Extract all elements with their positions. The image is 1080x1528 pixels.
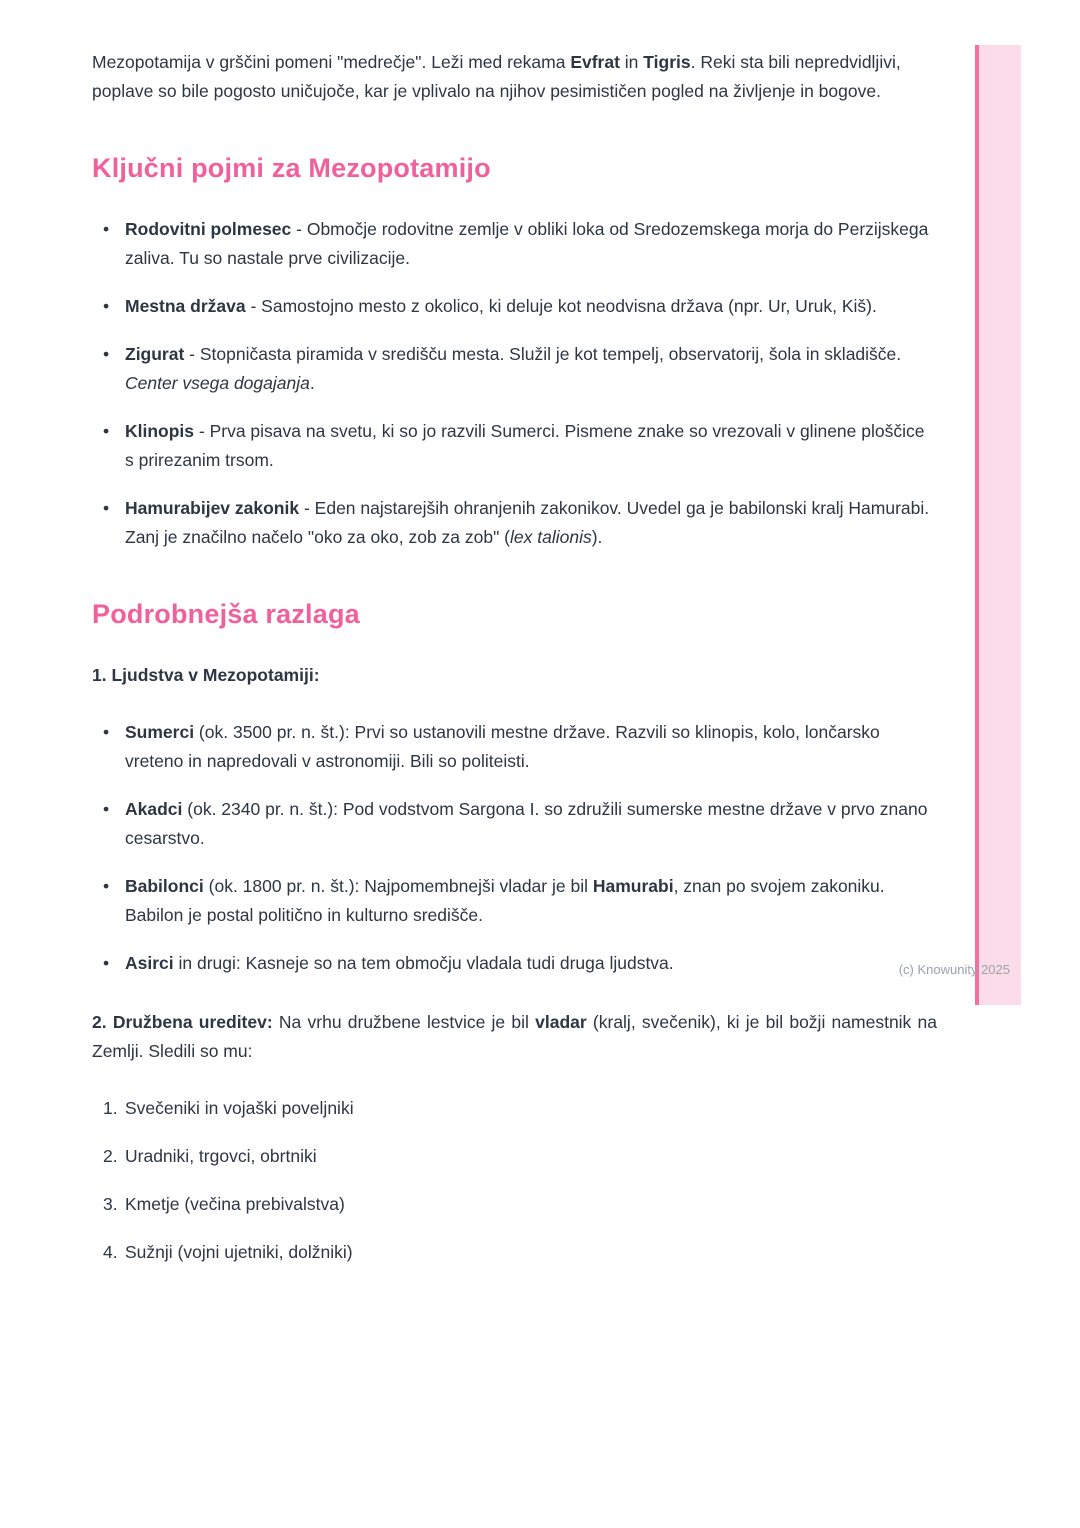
bullet-list [92,718,937,978]
bold-text: Sumerci [125,722,195,742]
bold-text: Mestna država [125,296,246,316]
bold-text: 2. Družbena ureditev: [92,1012,273,1032]
text-run: (kralj, svečenik), ki je bil božji namestnik na Zemlji. Sledili so mu: [92,1012,937,1061]
list-number: 2. [103,1146,118,1166]
bullet-list [92,215,937,552]
bold-text: Zigurat [125,344,185,364]
text-run: Svečeniki in vojaški poveljniki [125,1098,354,1118]
document-content [92,48,937,1297]
bold-text: Tigris [643,52,691,72]
list-number: 3. [103,1194,118,1214]
paragraph [92,661,937,690]
section-heading: Podrobnejša razlaga [92,599,360,629]
text-run: . Reki sta bili nepredvidljivi, poplave so bile pogosto uničujoče, kar je vplivalo na njihov pesimističen pogled na življenje in bogove. [92,52,901,101]
bold-text: vladar [535,1012,587,1032]
list-item [92,417,937,475]
bold-text: Hamurabi [592,876,674,896]
list-item [92,718,937,776]
bold-text: Akadci [125,799,183,819]
text-run: Sužnji (vojni ujetniki, dolžniki) [125,1242,353,1262]
paragraph [92,48,937,106]
text-run: - Območje rodovitne zemlje v obliki loka od Sredozemskega morja do Perzijskega zaliva. Tu so nastale prve civilizacije. [125,219,929,268]
list-item [92,340,937,398]
bold-text: Hamurabijev zakonik [125,498,300,518]
bold-text: Rodovitni polmesec [125,219,292,239]
text-run: Uradniki, trgovci, obrtniki [125,1146,317,1166]
text-run: - Samostojno mesto z okolico, ki deluje kot neodvisna država (npr. Ur, Uruk, Kiš). [245,296,877,316]
list-item [92,795,937,853]
bold-text: Klinopis [125,421,195,441]
list-item [92,494,937,552]
list-item [92,215,937,273]
bold-text: 1. Ljudstva v Mezopotamiji: [92,665,320,685]
paragraph [92,1008,937,1066]
text-run: - Prva pisava na svetu, ki so jo razvili Sumerci. Pismene znake so vrezovali v glinene ploščice s prirezanim trsom. [125,421,925,470]
list-number: 4. [103,1242,118,1262]
text-run: , znan po svojem zakoniku. Babilon je postal politično in kulturno središče. [125,876,885,925]
text-run: in drugi: Kasneje so na tem območju vladala tudi druga ljudstva. [173,953,674,973]
list-item [92,292,937,321]
text-run: - Stopničasta piramida v središču mesta. Služil je kot tempelj, observatorij, šola in skladišče. [184,344,902,364]
text-run: Kmetje (večina prebivalstva) [125,1194,345,1214]
italic-text: lex talionis [510,527,592,547]
list-item [92,872,937,930]
text-run: Na vrhu družbene lestvice je bil [272,1012,536,1032]
numbered-list [92,1094,937,1267]
text-run: . [309,373,315,393]
list-item [92,949,937,978]
text-run: ). [591,527,603,547]
text-run: (ok. 2340 pr. n. št.): Pod vodstvom Sargona I. so združili sumerske mestne države v prvo znano cesarstvo. [125,799,928,848]
text-run: Mezopotamija v grščini pomeni "medrečje". Leži med rekama [92,52,571,72]
bold-text: Babilonci [125,876,204,896]
text-run: (ok. 1800 pr. n. št.): Najpomembnejši vladar je bil [203,876,593,896]
section-heading: Ključni pojmi za Mezopotamijo [92,153,491,183]
text-run: in [619,52,644,72]
list-item [92,1238,937,1267]
italic-text: Center vsega dogajanja [125,373,310,393]
text-run: (ok. 3500 pr. n. št.): Prvi so ustanovili mestne države. Razvili so klinopis, kolo, lončarsko vreteno in napredovali v astronomiji. Bili so politeisti. [125,722,880,771]
list-item [92,1190,937,1219]
list-number: 1. [103,1098,118,1118]
bold-text: Asirci [125,953,174,973]
bold-text: Evfrat [570,52,620,72]
footer-credit: (c) Knowunity 2025 [898,962,1010,977]
text-run: - Eden najstarejših ohranjenih zakonikov. Uvedel ga je babilonski kralj Hamurabi. Zanj je značilno načelo "oko za oko, zob za zob" ( [125,498,930,547]
decorative-stripe [975,45,1021,1005]
list-item [92,1142,937,1171]
list-item [92,1094,937,1123]
